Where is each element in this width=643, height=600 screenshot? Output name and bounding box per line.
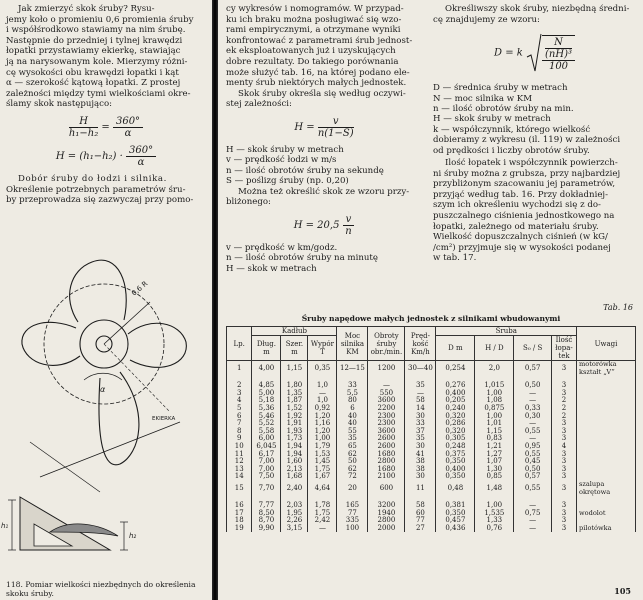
diameter-definitions: D — średnica śruby w metrach N — moc silnika w KM n — ilość obrotów śruby na min. H — skok śruby w metrach k — współczynnik, którego wielkość dobieramy z wykresu (il. 119) w zależności od prędkości i liczby obrotów śruby. [433, 83, 621, 156]
table-cell: 0,350 [436, 458, 475, 466]
table-cell: 7,00 [252, 458, 281, 466]
table-cell: 3 [552, 466, 577, 474]
table-cell: 5,18 [252, 397, 281, 405]
table-cell: 0,350 [436, 510, 475, 518]
table-cell: 65 [337, 443, 368, 451]
table-cell: 0,350 [436, 473, 475, 481]
left-page [0, 0, 212, 600]
table-cell: 55 [337, 428, 368, 436]
table-cell: 0,381 [436, 502, 475, 510]
col-wypor: Wypór T [308, 336, 337, 361]
page-number: 105 [614, 586, 631, 596]
label-alpha: α [100, 385, 106, 394]
table-cell: 7,00 [252, 466, 281, 474]
table-cell: 2,13 [281, 466, 308, 474]
table-cell: 0,35 [308, 361, 337, 377]
table-cell: 1,87 [281, 397, 308, 405]
table-cell: 3 [552, 382, 577, 390]
table-cell: 2600 [368, 435, 405, 443]
table-cell: 2800 [368, 517, 405, 525]
col-dlug: Dług. m [252, 336, 281, 361]
col-ilosc: Ilość łopa-tek [552, 336, 577, 361]
table-cell: 0,92 [308, 405, 337, 413]
table-cell: 1,52 [281, 405, 308, 413]
table-cell: 3 [552, 361, 577, 377]
table-cell: 0,400 [436, 466, 475, 474]
group-kadlub: Kadłub [252, 327, 337, 336]
table-cell: 3 [227, 390, 252, 398]
table-cell [577, 397, 636, 405]
table-cell: 0,50 [514, 466, 552, 474]
table-cell: 2600 [368, 443, 405, 451]
label-radius: 0,6 R [130, 279, 150, 298]
table-cell: — [514, 435, 552, 443]
table-cell: 0,400 [436, 390, 475, 398]
table-cell: 16 [227, 502, 252, 510]
table-cell: 1680 [368, 466, 405, 474]
table-cell: 40 [337, 420, 368, 428]
table-cell: 3600 [368, 397, 405, 405]
table-cell [577, 435, 636, 443]
table-cell: 0,320 [436, 428, 475, 436]
table-cell: 550 [368, 390, 405, 398]
table-cell: 40 [337, 413, 368, 421]
table-cell: 8 [227, 428, 252, 436]
right-col1-para-1: cy wykresów i nomogramów. W przypad- ku ich braku można posługiwać się wzo- rami empirycznymi, a otrzymane wyniki konfrontować z parametrami śrub jednost- ek eksploatowanych już i uzyskujących dobre rezultaty. Do takiego porównania może służyć tab. 16, na której podano ele- menty śrub niektórych małych jednostek. [226, 4, 413, 89]
table-cell: 38 [405, 466, 436, 474]
table-cell: motorówka kształt „V” [577, 361, 636, 377]
table-cell: 72 [337, 473, 368, 481]
table-cell: 0,205 [436, 397, 475, 405]
group-sruba: Śruba [436, 327, 577, 336]
table-cell: 2300 [368, 420, 405, 428]
table-cell: 1 [227, 361, 252, 377]
table-cell: 0,320 [436, 413, 475, 421]
table-cell: 0,254 [436, 361, 475, 377]
table-cell: 1,79 [308, 443, 337, 451]
table-cell: 80 [337, 397, 368, 405]
table-cell: 0,457 [436, 517, 475, 525]
table-cell: 7,50 [252, 473, 281, 481]
table-cell [577, 428, 636, 436]
table-cell: 7,77 [252, 502, 281, 510]
table-cell: 3200 [368, 502, 405, 510]
pitch-formula: H = (h₁−h₂) · $\frac{360^\circ}{\alpha}$ [6, 145, 206, 168]
col-szer: Szer. m [281, 336, 308, 361]
table-cell: 1,00 [475, 413, 514, 421]
table-cell: 1,94 [281, 443, 308, 451]
table-cell: 58 [405, 397, 436, 405]
table-cell: 5,5 [337, 390, 368, 398]
table-cell: 1,30 [475, 466, 514, 474]
table-cell: 1,21 [475, 443, 514, 451]
blade-right [128, 323, 186, 367]
table-cell: 12—15 [337, 361, 368, 377]
table-cell: 3 [552, 458, 577, 466]
root-sign [526, 33, 542, 73]
table-cell: 0,375 [436, 451, 475, 459]
table-cell: — [514, 525, 552, 533]
table-cell: — [514, 390, 552, 398]
table-cell: 1,48 [475, 481, 514, 496]
label-h2: h₂ [129, 532, 137, 540]
table-cell: 1,75 [308, 466, 337, 474]
table-cell: 0,50 [514, 382, 552, 390]
table-cell: 30 [405, 443, 436, 451]
table-cell: 1,91 [281, 420, 308, 428]
table-cell: — [405, 390, 436, 398]
table-cell: 4,64 [308, 481, 337, 496]
table-cell: 2100 [368, 473, 405, 481]
table-cell: 1,80 [281, 382, 308, 390]
table-cell: 1,78 [308, 502, 337, 510]
table-cell: 77 [337, 510, 368, 518]
table-cell: 6,17 [252, 451, 281, 459]
table-cell: 0,85 [475, 473, 514, 481]
table-cell: 0,305 [436, 435, 475, 443]
table-cell: 1940 [368, 510, 405, 518]
table-cell: 35 [337, 435, 368, 443]
table-cell: 3 [552, 420, 577, 428]
table-cell: 0,248 [436, 443, 475, 451]
table-cell: 2 [552, 397, 577, 405]
table-cell: 30 [405, 413, 436, 421]
table-label: Tab. 16 [603, 303, 633, 312]
table-cell: — [308, 525, 337, 533]
table-cell: 3 [552, 473, 577, 481]
right-col1-para-3: Można też określić skok ze wzoru przy- bliżonego: [226, 186, 410, 208]
table-row [227, 525, 636, 533]
table-cell: 9,90 [252, 525, 281, 533]
table-cell [577, 405, 636, 413]
table-cell [577, 382, 636, 390]
table-cell: 0,76 [475, 525, 514, 533]
col-hd: H / D [475, 336, 514, 361]
table-cell: 1,33 [475, 517, 514, 525]
table-row [227, 473, 636, 481]
table-cell: 1680 [368, 451, 405, 459]
table-cell: 5 [227, 405, 252, 413]
table-cell: 3 [552, 435, 577, 443]
table-cell: — [368, 382, 405, 390]
table-cell: 1,27 [475, 451, 514, 459]
table-cell: 5,46 [252, 413, 281, 421]
table-cell: 1,35 [281, 390, 308, 398]
right-column-2 [433, 4, 636, 264]
table-cell: 19 [227, 525, 252, 533]
table-cell: 0,55 [514, 451, 552, 459]
table-cell: 35 [405, 382, 436, 390]
table-cell: 3 [552, 525, 577, 533]
table-cell: 165 [337, 502, 368, 510]
table-cell: 1,00 [475, 390, 514, 398]
table-cell: 2,40 [281, 481, 308, 496]
table-cell: 1,08 [475, 397, 514, 405]
table-cell: — [514, 420, 552, 428]
table-cell: 2000 [368, 525, 405, 533]
table-cell: 8,70 [252, 517, 281, 525]
table-cell: pilotówka [577, 525, 636, 533]
table-cell: 1,67 [308, 473, 337, 481]
table-cell: 30 [405, 473, 436, 481]
table-body [227, 361, 636, 533]
table-cell: wodolot [577, 510, 636, 518]
table-cell: 2 [227, 382, 252, 390]
table-cell: 1,0 [308, 382, 337, 390]
table-cell: 1,16 [308, 420, 337, 428]
table-cell: 1,75 [308, 510, 337, 518]
table-cell: 3600 [368, 428, 405, 436]
table-cell: 1,015 [475, 382, 514, 390]
col-d: D m [436, 336, 475, 361]
table-cell [577, 390, 636, 398]
table-cell: 0,75 [514, 510, 552, 518]
table-cell: — [308, 390, 337, 398]
table-cell: 4 [552, 443, 577, 451]
table-cell: 2,42 [308, 517, 337, 525]
table-cell: 12 [227, 458, 252, 466]
table-cell: 3 [552, 451, 577, 459]
table-cell: 2200 [368, 405, 405, 413]
table-cell: 6,00 [252, 435, 281, 443]
table-cell: 4,00 [252, 361, 281, 377]
table-cell: 1,53 [308, 451, 337, 459]
table-row [227, 481, 636, 496]
table-cell: 6 [227, 413, 252, 421]
table-cell: 1,95 [281, 510, 308, 518]
table-cell: 13 [227, 466, 252, 474]
table-cell: 35 [405, 435, 436, 443]
table-cell: 2 [552, 405, 577, 413]
table-cell: 2,0 [475, 361, 514, 377]
table-row [227, 361, 636, 377]
table-cell: 0,33 [514, 405, 552, 413]
table-cell: 0,83 [475, 435, 514, 443]
table-cell [577, 466, 636, 474]
table-cell: 1,00 [308, 435, 337, 443]
table-cell: 18 [227, 517, 252, 525]
table-cell: 1,07 [475, 458, 514, 466]
table-cell [577, 413, 636, 421]
table-cell: 2300 [368, 413, 405, 421]
table-cell: 3 [552, 510, 577, 518]
table-cell: 4,85 [252, 382, 281, 390]
table-cell: 60 [405, 510, 436, 518]
table-cell: 3 [552, 502, 577, 510]
table-cell: 600 [368, 481, 405, 496]
table-cell: 1200 [368, 361, 405, 377]
table-cell: 17 [227, 510, 252, 518]
right-col1-para-2: Skok śruby określa się według oczywi- stej zależności: [226, 88, 406, 110]
table-cell: 3 [552, 428, 577, 436]
table-cell: 15 [227, 481, 252, 496]
col-uwagi: Uwagi [577, 327, 636, 361]
table-cell: 1,15 [475, 428, 514, 436]
table-cell: 7 [227, 420, 252, 428]
table-cell: 14 [227, 473, 252, 481]
table-cell: 0,240 [436, 405, 475, 413]
table-cell: 1,73 [281, 435, 308, 443]
table-cell: 1,535 [475, 510, 514, 518]
table-cell: 1,00 [475, 502, 514, 510]
table-cell: — [514, 517, 552, 525]
table-cell: 0,55 [514, 481, 552, 496]
approx-pitch-definitions: v — prędkość w km/godz. n — ilość obrotów śruby na minutę H — skok w metrach [226, 242, 378, 274]
propeller-table [226, 326, 636, 532]
table-cell: 77 [405, 517, 436, 525]
table-cell: 33 [405, 420, 436, 428]
table-cell: 5,00 [252, 390, 281, 398]
left-para-1: Jak zmierzyć skok śruby? Rysu- jemy koło o promieniu 0,6 promienia śruby i współśrodkowo stawiamy na nim śrubę. Następnie do przedniej i tylnej krawędzi łopatki przystawiamy ekierkę, stawiając ją na narysowanym kole. Mierzymy różni- cę wysokości obu krawędzi łopatki i kąt α — szerokość kątową łopatki. Z prostej zależności między tymi wielkościami okre- ślamy skok następująco: [6, 4, 194, 110]
table-cell: 2800 [368, 458, 405, 466]
table-cell: 4 [227, 397, 252, 405]
left-para-2: Dobór śruby do łodzi i silnika. Określenie potrzebnych parametrów śru- by przeprowadza się zazwyczaj przy pomo- [6, 173, 194, 206]
table-cell: 1,01 [475, 420, 514, 428]
right-col2-para-2: Ilość łopatek i współczynnik powierzch- ni śruby można z grubsza, przy najbardziej przybliżonym szacowaniu jej parametrów, przyjąć według tab. 16. Przy dokładniej- szym ich określeniu wychodzi się z do- puszczalnego ciśnienia jednostkowego na łopatki, zależnego od materiału śruby. Wielkość dopuszczalnych ciśnień (w kG/ /cm²) przyjmuje się w wysokości podanej w tab. 17. [433, 158, 621, 264]
table-cell [577, 420, 636, 428]
table-cell: 0,55 [514, 428, 552, 436]
table-cell: 38 [405, 458, 436, 466]
table-cell: 6 [337, 405, 368, 413]
table-cell: 2 [552, 413, 577, 421]
table-cell: 30—40 [405, 361, 436, 377]
table-cell: 0,57 [514, 473, 552, 481]
table-cell: 2,03 [281, 502, 308, 510]
table-cell: 7,70 [252, 481, 281, 496]
table-cell: 14 [405, 405, 436, 413]
col-moc: Moc silnika KM [337, 327, 368, 361]
table-cell: 8,50 [252, 510, 281, 518]
label-ekierka: EKIERKA [152, 416, 176, 422]
approx-pitch-formula: H = 20,5 $\frac{v}{n}$ [226, 214, 422, 237]
table-cell: 1,20 [308, 428, 337, 436]
table-title: Śruby napędowe małych jednostek z silnikami wbudowanymi [301, 314, 561, 323]
propeller-measurement-figure [0, 232, 212, 577]
table-cell: 100 [337, 525, 368, 533]
table-cell: 37 [405, 428, 436, 436]
table-cell: 1,93 [281, 428, 308, 436]
table-cell: 3 [552, 390, 577, 398]
table-cell: 3 [552, 517, 577, 525]
table-cell [577, 451, 636, 459]
right-page [218, 0, 643, 600]
table-cell: 62 [337, 451, 368, 459]
table-cell: 27 [405, 525, 436, 533]
table-cell: 0,286 [436, 420, 475, 428]
table-cell: 11 [405, 481, 436, 496]
figure-caption: 118. Pomiar wielkości niezbędnych do określenia skoku śruby. [6, 580, 196, 598]
table-cell: 335 [337, 517, 368, 525]
table-cell: 1,20 [308, 413, 337, 421]
label-h1: h₁ [1, 522, 9, 530]
table-cell: 0,436 [436, 525, 475, 533]
col-obroty: Obroty śruby obr./min. [368, 327, 405, 361]
diameter-formula: D = k $\frac{\frac{N}{\text{(nH)³}}}{100}$ [433, 33, 636, 75]
pitch-ratio-formula: $\frac{H}{\text{h₁−h₂}}$ = $\frac{360^\circ}{\alpha}$ [6, 116, 206, 139]
table-cell: 1,45 [308, 458, 337, 466]
table-cell: 58 [405, 502, 436, 510]
table-cell: 0,45 [514, 458, 552, 466]
blade-left [22, 322, 80, 365]
table-cell: 3,15 [281, 525, 308, 533]
pitch-slip-formula: H = $\frac{v}{n(1-S)}$ [294, 115, 354, 139]
table-cell: 50 [337, 458, 368, 466]
table-cell: 62 [337, 466, 368, 474]
right-col2-para-1: Określiwszy skok śruby, niezbędną średni- cę znajdujemy ze wzoru: [433, 4, 630, 25]
table-cell: 1,68 [281, 473, 308, 481]
table-cell: 0,57 [514, 361, 552, 377]
right-column-1 [226, 4, 422, 274]
table-cell [577, 458, 636, 466]
table-cell: szalupa okrętowa [577, 481, 636, 496]
col-predkosc: Pręd-kość Km/h [405, 327, 436, 361]
table-cell: 1,0 [308, 397, 337, 405]
table-cell [577, 443, 636, 451]
table-cell: 11 [227, 451, 252, 459]
left-intro-text [6, 4, 206, 206]
table-cell: 0,30 [514, 413, 552, 421]
table-cell: 10 [227, 443, 252, 451]
table-cell: 6,045 [252, 443, 281, 451]
table-cell: 1,92 [281, 413, 308, 421]
table-cell: — [514, 502, 552, 510]
table-cell: 20 [337, 481, 368, 496]
table-cell: 41 [405, 451, 436, 459]
table-cell: 2,26 [281, 517, 308, 525]
table-cell: — [514, 397, 552, 405]
blade-top [70, 260, 127, 322]
table-cell: 33 [337, 382, 368, 390]
table-cell: 5,36 [252, 405, 281, 413]
table-cell: 1,60 [281, 458, 308, 466]
table-cell: 1,15 [281, 361, 308, 377]
table-cell: 0,95 [514, 443, 552, 451]
table-cell: 0,276 [436, 382, 475, 390]
col-lp: Lp. [227, 327, 252, 361]
table-cell: 0,48 [436, 481, 475, 496]
table-cell: 5,58 [252, 428, 281, 436]
table-cell: 9 [227, 435, 252, 443]
pitch-slip-definitions: H — skok śruby w metrach v — prędkość łodzi w m/s n — ilość obrotów śruby na sekundę S — poślizg śruby (np. 0,20) [226, 144, 384, 187]
table-cell: 3 [552, 481, 577, 496]
table-cell: 1,94 [281, 451, 308, 459]
col-so: S₀ / S [514, 336, 552, 361]
table-cell: 0,875 [475, 405, 514, 413]
table-cell: 5,52 [252, 420, 281, 428]
